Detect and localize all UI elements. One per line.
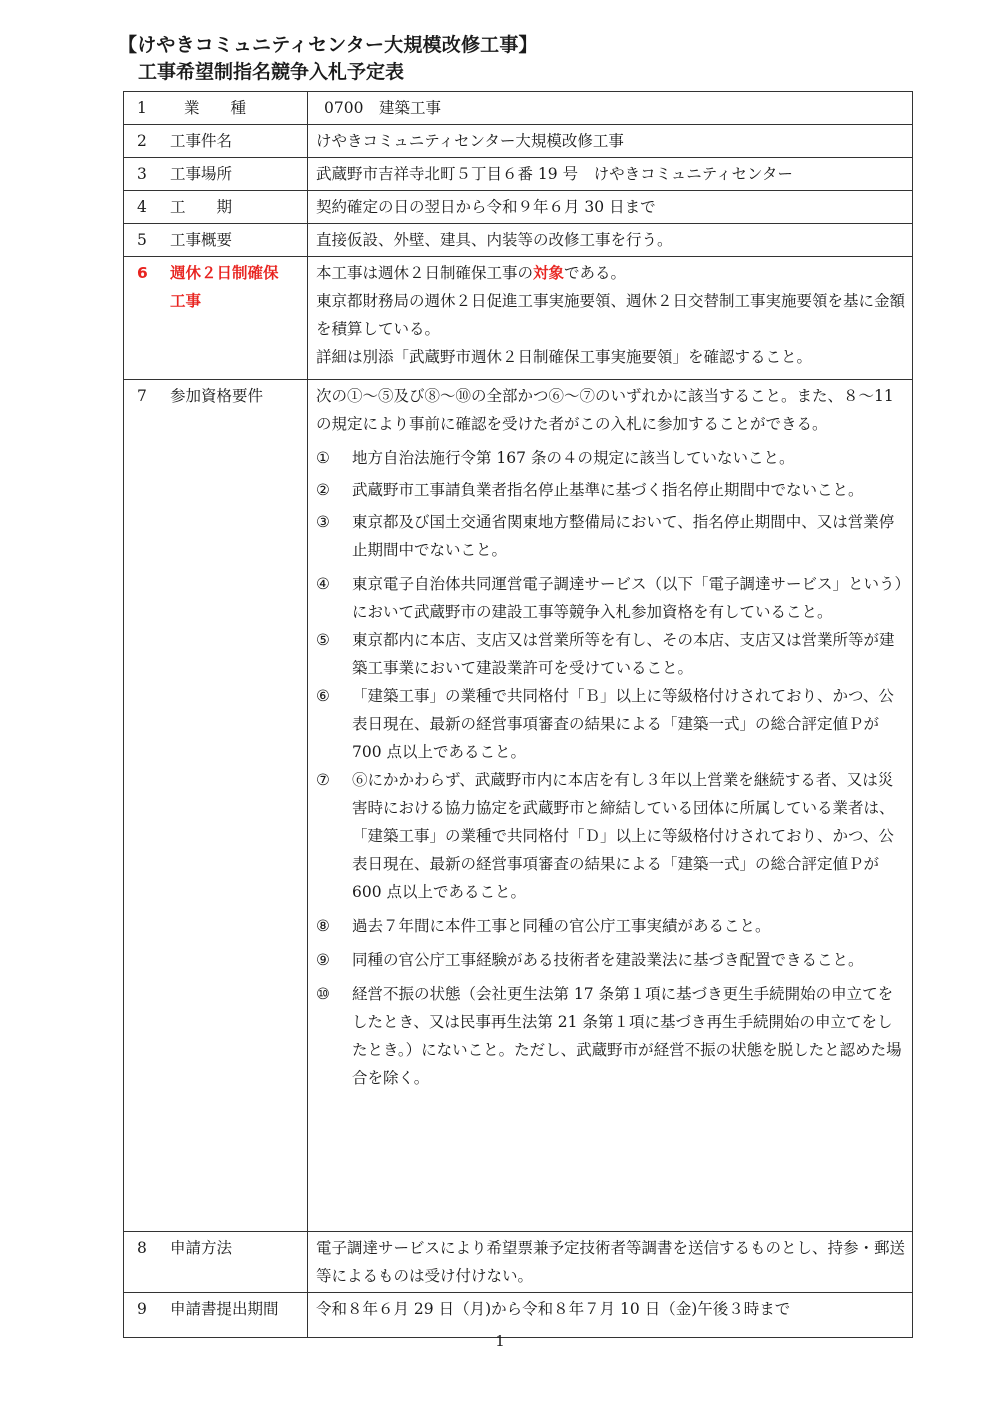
qualification-item: ④ 東京電子自治体共同運営電子調達サービス（以下「電子調達サービス」という）において武蔵野市の建設工事等競争入札参加資格を有していること。 — [316, 575, 903, 621]
row-number: 8 — [137, 1239, 147, 1257]
qualification-item: ⑤ 東京都内に本店、支店又は営業所等を有し、その本店、支店又は営業所等が建築工事業において建設業許可を受けていること。 — [316, 631, 895, 677]
row-label: 申請方法 — [170, 1239, 233, 1257]
qualification-intro: 次の①～⑤及び⑧～⑩の全部かつ⑥～⑦のいずれかに該当すること。また、８～11 の規定により事前に確認を受けた者がこの入札に参加することができる。 — [316, 387, 894, 433]
table-row-type — [124, 92, 913, 125]
qualification-item: ⑨ 同種の官公庁工事経験がある技術者を建設業法に基づき配置できること。 — [316, 951, 864, 969]
qualification-item: ⑦ ⑥にかかわらず、武蔵野市内に本店を有し３年以上営業を継続する者、又は災害時における協力協定を武蔵野市と締結している団体に所属している業者は、「建築工事」の業種で共同格付「Ｄ」以上に等級格付けされており、かつ、公表日現在、最新の経営事項審査の結果による「建築一式」の総合評定値Ｐが 600 点以上であること。 — [316, 771, 895, 901]
row-number: 3 — [137, 165, 147, 183]
row-label: 参加資格要件 — [170, 387, 264, 405]
schedule-table — [123, 91, 913, 1338]
row-number: 9 — [137, 1300, 147, 1318]
table-row-overview — [124, 224, 913, 257]
row-label: 工事概要 — [170, 231, 233, 249]
table-row-application-method — [124, 1232, 913, 1293]
document-subtitle: 工事希望制指名競争入札予定表 — [138, 61, 405, 83]
row-label: 工事件名 — [170, 132, 233, 150]
table-row-project-name — [124, 125, 913, 158]
table-row-submission-period — [124, 1293, 913, 1338]
row-label-line1: 週休２日制確保 — [170, 264, 279, 282]
two-day-off-paragraph-1: 本工事は週休２日制確保工事の対象である。 — [316, 264, 627, 282]
row-label: 工 期 — [170, 198, 233, 216]
row-number: 6 — [137, 264, 148, 282]
row-number: 5 — [137, 231, 147, 249]
row-number: 7 — [137, 387, 147, 405]
target-emphasis: 対象 — [533, 264, 565, 282]
row-number: 1 — [137, 99, 147, 117]
table-row-two-day-off — [124, 257, 913, 380]
row-value: 契約確定の日の翌日から令和９年６月 30 日まで — [316, 198, 656, 216]
page-number: 1 — [495, 1332, 505, 1350]
row-value: 武蔵野市吉祥寺北町５丁目６番 19 号 けやきコミュニティセンター — [316, 165, 793, 183]
row-label: 申請書提出期間 — [170, 1300, 279, 1318]
two-day-off-paragraph-3: 詳細は別添「武蔵野市週休２日制確保工事実施要領」を確認すること。 — [316, 348, 813, 366]
row-label-line2: 工事 — [170, 292, 202, 310]
qualification-item: ⑩ 経営不振の状態（会社更生法第 17 条第１項に基づき更生手続開始の申立てをしたとき、又は民事再生法第 21 条第１項に基づき再生手続開始の申立てをしたとき。）にないこと。ただし、武蔵野市が経営不振の状態を脱したと認めた場合を除く。 — [316, 985, 902, 1087]
document-title: 【けやきコミュニティセンター大規模改修工事】 — [118, 34, 538, 56]
row-number: 4 — [137, 198, 147, 216]
two-day-off-paragraph-2: 東京都財務局の週休２日促進工事実施要領、週休２日交替制工事実施要領を基に金額を積算している。 — [316, 292, 906, 338]
table-row-location — [124, 158, 913, 191]
row-value: 電子調達サービスにより希望票兼予定技術者等調書を送信するものとし、持参・郵送等によるものは受け付けない。 — [316, 1239, 906, 1285]
row-label: 業 種 — [184, 99, 247, 117]
row-value: 令和８年６月 29 日（月)から令和８年７月 10 日（金)午後３時まで — [316, 1300, 791, 1318]
qualification-item: ③ 東京都及び国土交通省関東地方整備局において、指名停止期間中、又は営業停止期間中でないこと。 — [316, 513, 895, 559]
row-value: 直接仮設、外壁、建具、内装等の改修工事を行う。 — [316, 231, 673, 249]
row-number: 2 — [137, 132, 147, 150]
qualification-item: ⑧ 過去７年間に本件工事と同種の官公庁工事実績があること。 — [316, 917, 771, 935]
table-row-qualifications — [124, 380, 913, 1232]
row-value: けやきコミュニティセンター大規模改修工事 — [316, 132, 624, 150]
qualification-item: ⑥ 「建築工事」の業種で共同格付「Ｂ」以上に等級格付けされており、かつ、公表日現在、最新の経営事項審査の結果による「建築一式」の総合評定値Ｐが 700 点以上であること。 — [316, 687, 894, 761]
qualification-item: ① 地方自治法施行令第 167 条の４の規定に該当していないこと。 — [316, 449, 795, 467]
table-row-period — [124, 191, 913, 224]
row-label: 工事場所 — [170, 165, 233, 183]
row-value: 0700 建築工事 — [324, 99, 441, 117]
qualification-item: ② 武蔵野市工事請負業者指名停止基準に基づく指名停止期間中でないこと。 — [316, 481, 864, 499]
